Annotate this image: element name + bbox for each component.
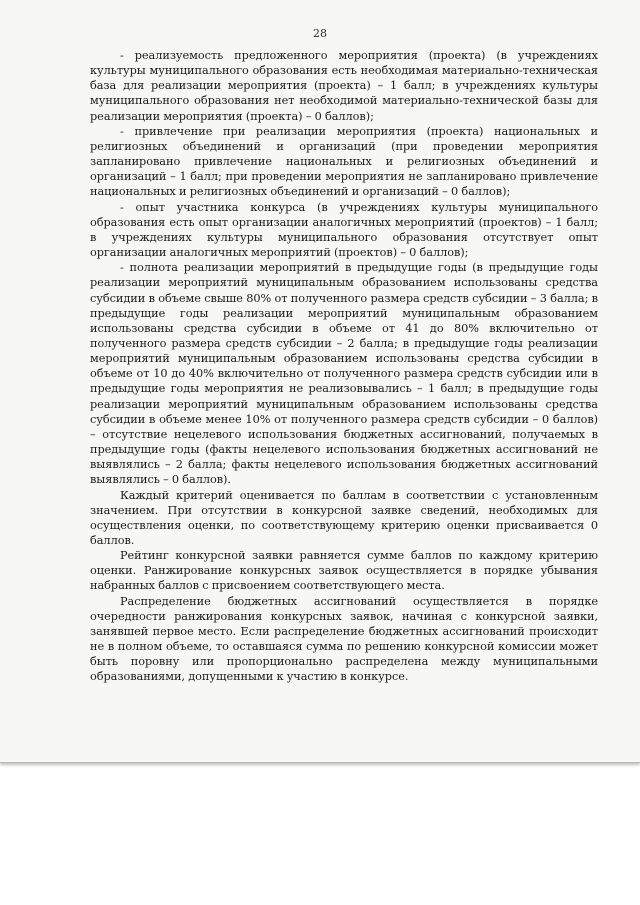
- paragraph-scoring-rule: Каждый критерий оценивается по баллам в соответствии с установленным значением. При отсутствии в конкурсной заявке сведений, необходимых для осуществления оценки, по соответствующему критерию оценки присваивается 0 баллов.: [90, 488, 598, 547]
- page-number: 28: [313, 27, 327, 40]
- criterion-previous-years-completeness: - полнота реализации мероприятий в предыдущие годы (в предыдущие годы реализации мероприятий муниципальным образованием использованы средства субсидии в объеме свыше 80% от полученного размера средств субсидии – 3 балла; в предыдущие годы реализации мероприятий муниципальным образованием использованы средства субсидии в объеме от 41 до 80% включительно от полученного размера средств субсидии – 2 балла; в предыдущие годы реализации мероприятий муниципальным образованием использованы средства субсидии в объеме от 10 до 40% включительно от полученного размера средств субсидии или в предыдущие годы мероприятия не реализовывались – 1 балл; в предыдущие годы реализации мероприятий муниципальным образованием использованы средства субсидии в объеме менее 10% от полученного размера средств субсидии – 0 баллов) – отсутствие нецелевого использования бюджетных ассигнований, получаемых в предыдущие годы (факты нецелевого использования бюджетных ассигнований не выявлялись – 2 балла; факты нецелевого использования бюджетных ассигнований выявлялись – 0 баллов).: [90, 261, 598, 487]
- paragraph-allocation-rule: Распределение бюджетных ассигнований осуществляется в порядке очередности ранжирования конкурсных заявок, начиная с конкурсной заявки, занявшей первое место. Если распределение бюджетных ассигнований происходит не в полном объеме, то оставшаяся сумма по решению конкурсной комиссии может быть поровну или пропорционально распределена между муниципальными образованиями, допущенными к участию в конкурсе.: [90, 594, 598, 684]
- criterion-feasibility: - реализуемость предложенного мероприятия (проекта) (в учреждениях культуры муниципального образования есть необходимая материально-техническая база для реализации мероприятия (проекта) – 1 балл; в учреждениях культуры муниципального образования нет необходимой материально-технической базы для реализации мероприятия (проекта) – 0 баллов);: [90, 49, 598, 123]
- document-body: [90, 48, 598, 685]
- criterion-religious-organizations: - привлечение при реализации мероприятия (проекта) национальных и религиозных объединений и организаций (при проведении мероприятия запланировано привлечение национальных и религиозных объединений и организаций – 1 балл; при проведении мероприятия не запланировано привлечение национальных и религиозных объединений и организаций – 0 баллов);: [90, 124, 598, 199]
- criterion-participant-experience: - опыт участника конкурса (в учреждениях культуры муниципального образования есть опыт организации аналогичных мероприятий (проектов) – 1 балл; в учреждениях культуры муниципального образования отсутствует опыт организации аналогичных мероприятий (проектов) – 0 баллов);: [90, 200, 598, 260]
- paragraph-rating-rule: Рейтинг конкурсной заявки равняется сумме баллов по каждому критерию оценки. Ранжирование конкурсных заявок осуществляется в порядке убывания набранных баллов с присвоением соответствующего места.: [90, 549, 598, 593]
